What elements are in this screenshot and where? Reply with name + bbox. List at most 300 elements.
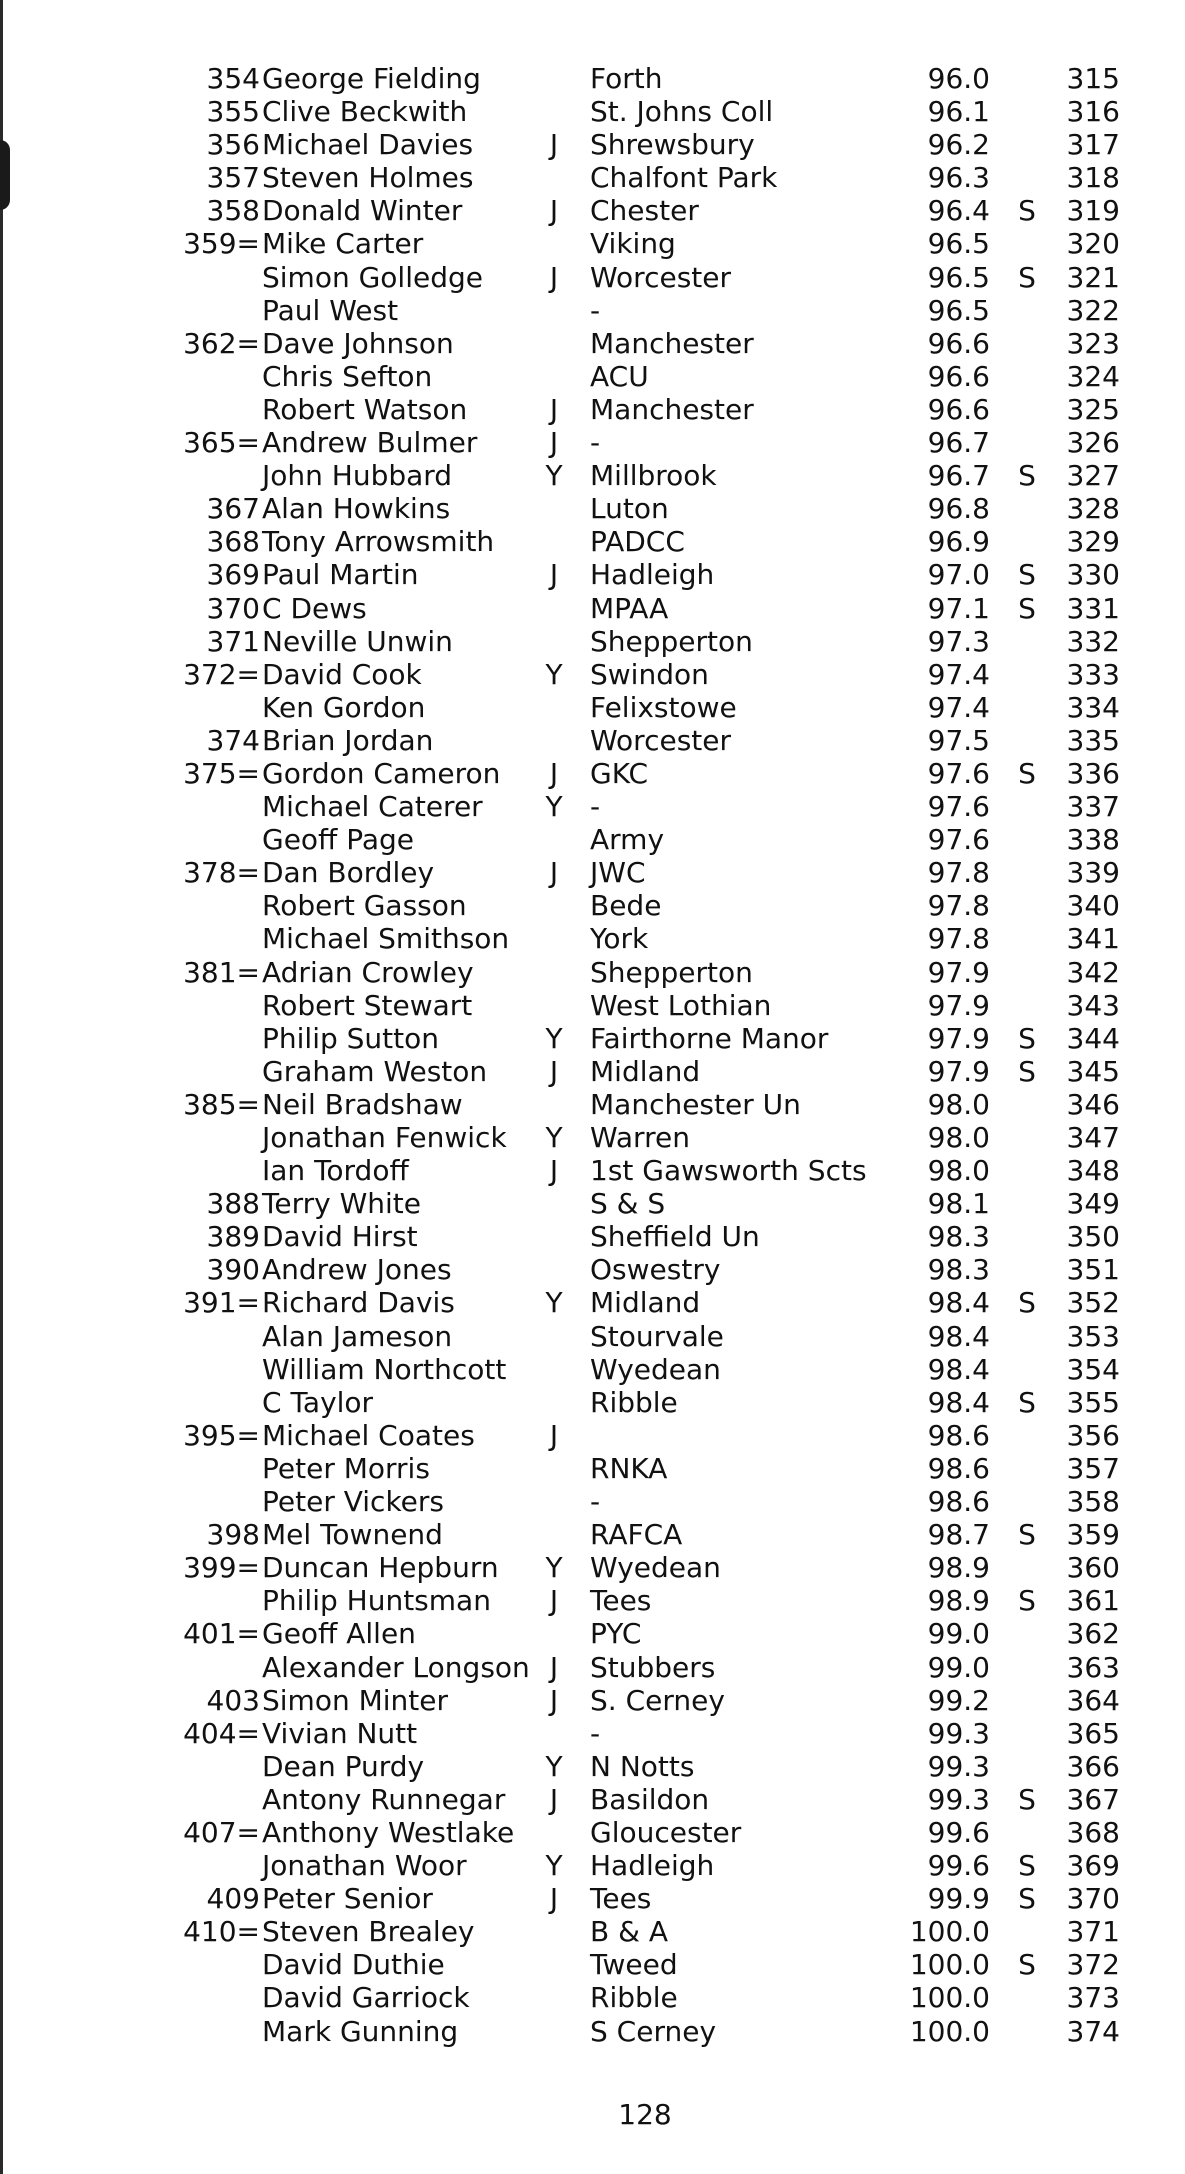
sequence-number: 323 [1066, 326, 1120, 360]
age-category: J [549, 1782, 559, 1816]
result-row [0, 1187, 1185, 1220]
age-category: J [549, 1683, 559, 1717]
result-row [0, 161, 1185, 194]
result-time: 97.6 [927, 756, 990, 790]
sequence-number: 342 [1066, 955, 1120, 989]
result-row [0, 1551, 1185, 1584]
competitor-name: David Duthie [262, 1948, 445, 1982]
result-row [0, 492, 1185, 525]
competitor-name: Brian Jordan [262, 723, 434, 757]
result-row [0, 1684, 1185, 1717]
club-name: Hadleigh [590, 1849, 715, 1883]
result-time: 98.0 [927, 1154, 990, 1188]
result-row [0, 1088, 1185, 1121]
result-time: 99.2 [927, 1683, 990, 1717]
club-name: Oswestry [590, 1253, 721, 1287]
page-number: 128 [618, 2098, 672, 2131]
club-name: Swindon [590, 657, 709, 691]
sequence-number: 316 [1066, 95, 1120, 129]
club-name: Wyedean [590, 1352, 721, 1386]
age-category: J [549, 756, 559, 790]
result-position: 367 [206, 492, 260, 526]
club-name: PADCC [590, 525, 685, 559]
competitor-name: Robert Stewart [262, 988, 473, 1022]
club-name: Basildon [590, 1782, 710, 1816]
result-time: 96.6 [927, 359, 990, 393]
result-time: 97.9 [927, 1054, 990, 1088]
club-name: Manchester Un [590, 1087, 801, 1121]
competitor-name: Michael Davies [262, 128, 474, 162]
competitor-name: Peter Senior [262, 1882, 433, 1916]
competitor-name: Clive Beckwith [262, 95, 468, 129]
result-position: 370 [206, 591, 260, 625]
result-time: 97.0 [927, 558, 990, 592]
result-row [0, 856, 1185, 889]
result-position: 390 [206, 1253, 260, 1287]
result-time: 99.3 [927, 1716, 990, 1750]
age-category: Y [545, 1021, 563, 1055]
result-row [0, 128, 1185, 161]
club-name: PYC [590, 1617, 642, 1651]
sequence-number: 334 [1066, 690, 1120, 724]
sequence-number: 370 [1066, 1882, 1120, 1916]
result-time: 96.0 [927, 62, 990, 95]
result-position: 357 [206, 161, 260, 195]
result-position: 407= [183, 1815, 260, 1849]
club-name: Viking [590, 227, 676, 261]
result-position: 410= [183, 1915, 260, 1949]
competitor-name: William Northcott [262, 1352, 507, 1386]
sequence-number: 368 [1066, 1815, 1120, 1849]
competitor-name: Andrew Jones [262, 1253, 452, 1287]
sequence-number: 326 [1066, 426, 1120, 460]
result-row [0, 1882, 1185, 1915]
sequence-number: 317 [1066, 128, 1120, 162]
result-position: 354 [206, 62, 260, 95]
competitor-name: Dean Purdy [262, 1749, 425, 1783]
age-category: Y [545, 657, 563, 691]
result-row [0, 1981, 1185, 2014]
sequence-number: 327 [1066, 459, 1120, 493]
sequence-number: 338 [1066, 823, 1120, 857]
result-time: 99.3 [927, 1749, 990, 1783]
club-name: ACU [590, 359, 649, 393]
club-name: Warren [590, 1121, 690, 1154]
result-time: 97.9 [927, 955, 990, 989]
club-name: RAFCA [590, 1518, 683, 1552]
club-name: S. Cerney [590, 1683, 725, 1717]
result-position: 399= [183, 1551, 260, 1585]
sequence-number: 369 [1066, 1849, 1120, 1883]
sequence-number: 356 [1066, 1418, 1120, 1452]
result-time: 98.4 [927, 1352, 990, 1386]
result-row [0, 459, 1185, 492]
result-row [0, 658, 1185, 691]
result-row [0, 889, 1185, 922]
result-position: 381= [183, 955, 260, 989]
result-position: 359= [183, 227, 260, 261]
sequence-number: 363 [1066, 1650, 1120, 1684]
result-row [0, 1948, 1185, 1981]
club-name: Midland [590, 1054, 701, 1088]
result-time: 96.8 [927, 492, 990, 526]
sequence-number: 372 [1066, 1948, 1120, 1982]
club-name: West Lothian [590, 988, 772, 1022]
result-row [0, 327, 1185, 360]
result-row [0, 95, 1185, 128]
result-row [0, 989, 1185, 1022]
result-position: 358 [206, 194, 260, 228]
result-position: 389 [206, 1220, 260, 1254]
result-flag: S [1018, 591, 1036, 625]
club-name: Forth [590, 62, 663, 95]
result-time: 100.0 [909, 1948, 990, 1982]
club-name: Hadleigh [590, 558, 715, 592]
club-name: Stourvale [590, 1319, 724, 1353]
result-time: 99.0 [927, 1650, 990, 1684]
age-category: J [549, 1882, 559, 1916]
age-category: J [549, 1418, 559, 1452]
club-name: MPAA [590, 591, 669, 625]
sequence-number: 337 [1066, 790, 1120, 824]
competitor-name: Dan Bordley [262, 856, 435, 890]
club-name: Tees [590, 1584, 652, 1618]
club-name: Felixstowe [590, 690, 737, 724]
result-row [0, 1154, 1185, 1187]
result-row [0, 790, 1185, 823]
result-flag: S [1018, 756, 1036, 790]
result-row [0, 1783, 1185, 1816]
competitor-name: Jonathan Fenwick [262, 1121, 507, 1154]
club-name: 1st Gawsworth Scts [590, 1154, 867, 1188]
competitor-name: Terry White [262, 1187, 421, 1221]
result-flag: S [1018, 558, 1036, 592]
results-table [0, 62, 1185, 2048]
result-time: 98.6 [927, 1418, 990, 1452]
result-time: 96.4 [927, 194, 990, 228]
result-time: 98.1 [927, 1187, 990, 1221]
sequence-number: 322 [1066, 293, 1120, 327]
competitor-name: Simon Golledge [262, 260, 483, 294]
competitor-name: Robert Watson [262, 392, 468, 426]
club-name: Manchester [590, 392, 754, 426]
age-category: J [549, 856, 559, 890]
result-position: 403 [206, 1683, 260, 1717]
result-row [0, 1717, 1185, 1750]
competitor-name: Alan Howkins [262, 492, 451, 526]
result-row [0, 194, 1185, 227]
competitor-name: Steven Holmes [262, 161, 474, 195]
result-row [0, 261, 1185, 294]
competitor-name: John Hubbard [262, 459, 453, 493]
sequence-number: 364 [1066, 1683, 1120, 1717]
result-position: 388 [206, 1187, 260, 1221]
club-name: Worcester [590, 723, 731, 757]
competitor-name: Mark Gunning [262, 2014, 459, 2048]
club-name: S Cerney [590, 2014, 717, 2048]
competitor-name: Jonathan Woor [262, 1849, 467, 1883]
result-row [0, 1353, 1185, 1386]
result-row [0, 1518, 1185, 1551]
result-flag: S [1018, 1948, 1036, 1982]
competitor-name: Philip Huntsman [262, 1584, 491, 1618]
result-time: 97.5 [927, 723, 990, 757]
result-time: 96.3 [927, 161, 990, 195]
sequence-number: 351 [1066, 1253, 1120, 1287]
sequence-number: 343 [1066, 988, 1120, 1022]
result-row [0, 1915, 1185, 1948]
club-name: Gloucester [590, 1815, 742, 1849]
club-name: Manchester [590, 326, 754, 360]
competitor-name: Geoff Allen [262, 1617, 416, 1651]
competitor-name: Mel Townend [262, 1518, 443, 1552]
result-row [0, 1617, 1185, 1650]
result-flag: S [1018, 1054, 1036, 1088]
age-category: Y [545, 1286, 563, 1320]
result-row [0, 1386, 1185, 1419]
result-position: 375= [183, 756, 260, 790]
result-time: 99.9 [927, 1882, 990, 1916]
club-name: GKC [590, 756, 649, 790]
sequence-number: 350 [1066, 1220, 1120, 1254]
club-name: Ribble [590, 1385, 678, 1419]
sequence-number: 374 [1066, 2014, 1120, 2048]
competitor-name: Paul Martin [262, 558, 419, 592]
club-name: Ribble [590, 1981, 678, 2015]
age-category: Y [545, 790, 563, 824]
result-flag: S [1018, 1782, 1036, 1816]
result-time: 98.3 [927, 1253, 990, 1287]
club-name: Midland [590, 1286, 701, 1320]
result-position: 395= [183, 1418, 260, 1452]
sequence-number: 320 [1066, 227, 1120, 261]
result-time: 97.6 [927, 823, 990, 857]
result-time: 97.3 [927, 624, 990, 658]
age-category: J [549, 426, 559, 460]
club-name: B & A [590, 1915, 668, 1949]
result-row [0, 426, 1185, 459]
club-name: Shepperton [590, 955, 753, 989]
age-category: Y [545, 1121, 563, 1154]
result-time: 97.8 [927, 856, 990, 890]
result-time: 97.9 [927, 1021, 990, 1055]
competitor-name: Alan Jameson [262, 1319, 453, 1353]
result-row [0, 922, 1185, 955]
result-flag: S [1018, 459, 1036, 493]
club-name: Luton [590, 492, 669, 526]
result-row [0, 227, 1185, 260]
result-time: 96.7 [927, 459, 990, 493]
result-row [0, 1452, 1185, 1485]
sequence-number: 325 [1066, 392, 1120, 426]
result-position: 378= [183, 856, 260, 890]
competitor-name: Steven Brealey [262, 1915, 475, 1949]
competitor-name: Paul West [262, 293, 399, 327]
result-row [0, 1419, 1185, 1452]
club-name: Stubbers [590, 1650, 716, 1684]
club-name: Fairthorne Manor [590, 1021, 829, 1055]
result-position: 355 [206, 95, 260, 129]
result-row [0, 294, 1185, 327]
sequence-number: 344 [1066, 1021, 1120, 1055]
sequence-number: 352 [1066, 1286, 1120, 1320]
result-row [0, 1849, 1185, 1882]
sequence-number: 371 [1066, 1915, 1120, 1949]
club-name: N Notts [590, 1749, 695, 1783]
sequence-number: 324 [1066, 359, 1120, 393]
competitor-name: Adrian Crowley [262, 955, 474, 989]
sequence-number: 328 [1066, 492, 1120, 526]
result-position: 385= [183, 1087, 260, 1121]
result-time: 96.2 [927, 128, 990, 162]
result-flag: S [1018, 1849, 1036, 1883]
sequence-number: 359 [1066, 1518, 1120, 1552]
sequence-number: 366 [1066, 1749, 1120, 1783]
age-category: J [549, 1650, 559, 1684]
sequence-number: 329 [1066, 525, 1120, 559]
result-row [0, 1320, 1185, 1353]
result-time: 98.7 [927, 1518, 990, 1552]
result-flag: S [1018, 194, 1036, 228]
competitor-name: Mike Carter [262, 227, 424, 261]
sequence-number: 354 [1066, 1352, 1120, 1386]
club-name: Wyedean [590, 1551, 721, 1585]
age-category: J [549, 1054, 559, 1088]
result-time: 98.6 [927, 1485, 990, 1519]
sequence-number: 319 [1066, 194, 1120, 228]
competitor-name: Antony Runnegar [262, 1782, 506, 1816]
result-row [0, 1220, 1185, 1253]
age-category: J [549, 558, 559, 592]
competitor-name: Neville Unwin [262, 624, 453, 658]
result-time: 97.1 [927, 591, 990, 625]
result-row [0, 1055, 1185, 1088]
result-row [0, 62, 1185, 95]
sequence-number: 330 [1066, 558, 1120, 592]
result-row [0, 1816, 1185, 1849]
club-name: Tweed [590, 1948, 678, 1982]
result-time: 98.9 [927, 1551, 990, 1585]
competitor-name: George Fielding [262, 62, 481, 95]
age-category: Y [545, 1849, 563, 1883]
club-name: Millbrook [590, 459, 717, 493]
club-name: Sheffield Un [590, 1220, 760, 1254]
result-row [0, 1286, 1185, 1319]
competitor-name: Chris Sefton [262, 359, 433, 393]
sequence-number: 333 [1066, 657, 1120, 691]
age-category: J [549, 392, 559, 426]
competitor-name: Duncan Hepburn [262, 1551, 499, 1585]
result-position: 404= [183, 1716, 260, 1750]
competitor-name: Philip Sutton [262, 1021, 439, 1055]
competitor-name: Gordon Cameron [262, 756, 501, 790]
competitor-name: Geoff Page [262, 823, 415, 857]
result-position: 374 [206, 723, 260, 757]
competitor-name: C Taylor [262, 1385, 374, 1419]
result-row [0, 1485, 1185, 1518]
age-category: J [549, 1584, 559, 1618]
result-row [0, 757, 1185, 790]
result-time: 96.6 [927, 392, 990, 426]
sequence-number: 365 [1066, 1716, 1120, 1750]
result-position: 371 [206, 624, 260, 658]
result-time: 97.4 [927, 657, 990, 691]
result-row [0, 2015, 1185, 2048]
result-position: 409 [206, 1882, 260, 1916]
result-position: 362= [183, 326, 260, 360]
club-name: RNKA [590, 1451, 668, 1485]
club-name: - [590, 1485, 601, 1519]
result-row [0, 558, 1185, 591]
result-position: 372= [183, 657, 260, 691]
competitor-name: Robert Gasson [262, 889, 467, 923]
age-category: Y [545, 459, 563, 493]
competitor-name: David Garriock [262, 1981, 470, 2015]
sequence-number: 336 [1066, 756, 1120, 790]
result-time: 98.6 [927, 1451, 990, 1485]
sequence-number: 373 [1066, 1981, 1120, 2015]
sequence-number: 349 [1066, 1187, 1120, 1221]
result-flag: S [1018, 1518, 1036, 1552]
result-row [0, 1584, 1185, 1617]
result-row [0, 823, 1185, 856]
competitor-name: Michael Coates [262, 1418, 475, 1452]
result-time: 96.5 [927, 260, 990, 294]
sequence-number: 358 [1066, 1485, 1120, 1519]
result-position: 401= [183, 1617, 260, 1651]
result-flag: S [1018, 1286, 1036, 1320]
sequence-number: 332 [1066, 624, 1120, 658]
club-name: - [590, 790, 601, 824]
competitor-name: Richard Davis [262, 1286, 455, 1320]
competitor-name: David Hirst [262, 1220, 418, 1254]
result-row [0, 1651, 1185, 1684]
sequence-number: 346 [1066, 1087, 1120, 1121]
club-name: Shepperton [590, 624, 753, 658]
result-position: 398 [206, 1518, 260, 1552]
result-time: 98.4 [927, 1385, 990, 1419]
age-category: Y [545, 1551, 563, 1585]
sequence-number: 362 [1066, 1617, 1120, 1651]
result-row [0, 393, 1185, 426]
result-row [0, 592, 1185, 625]
result-row [0, 691, 1185, 724]
result-row [0, 360, 1185, 393]
competitor-name: Donald Winter [262, 194, 463, 228]
club-name: Shrewsbury [590, 128, 755, 162]
competitor-name: Michael Caterer [262, 790, 483, 824]
sequence-number: 367 [1066, 1782, 1120, 1816]
competitor-name: Simon Minter [262, 1683, 449, 1717]
age-category: J [549, 194, 559, 228]
result-flag: S [1018, 1584, 1036, 1618]
result-time: 96.7 [927, 426, 990, 460]
result-row [0, 625, 1185, 658]
club-name: Chalfont Park [590, 161, 778, 195]
competitor-name: Peter Vickers [262, 1485, 444, 1519]
result-time: 98.3 [927, 1220, 990, 1254]
result-time: 96.9 [927, 525, 990, 559]
club-name: - [590, 426, 601, 460]
result-position: 365= [183, 426, 260, 460]
club-name: - [590, 293, 601, 327]
club-name: S & S [590, 1187, 666, 1221]
result-time: 97.8 [927, 889, 990, 923]
result-time: 97.8 [927, 922, 990, 956]
competitor-name: Vivian Nutt [262, 1716, 418, 1750]
competitor-name: C Dews [262, 591, 367, 625]
club-name: - [590, 1716, 601, 1750]
